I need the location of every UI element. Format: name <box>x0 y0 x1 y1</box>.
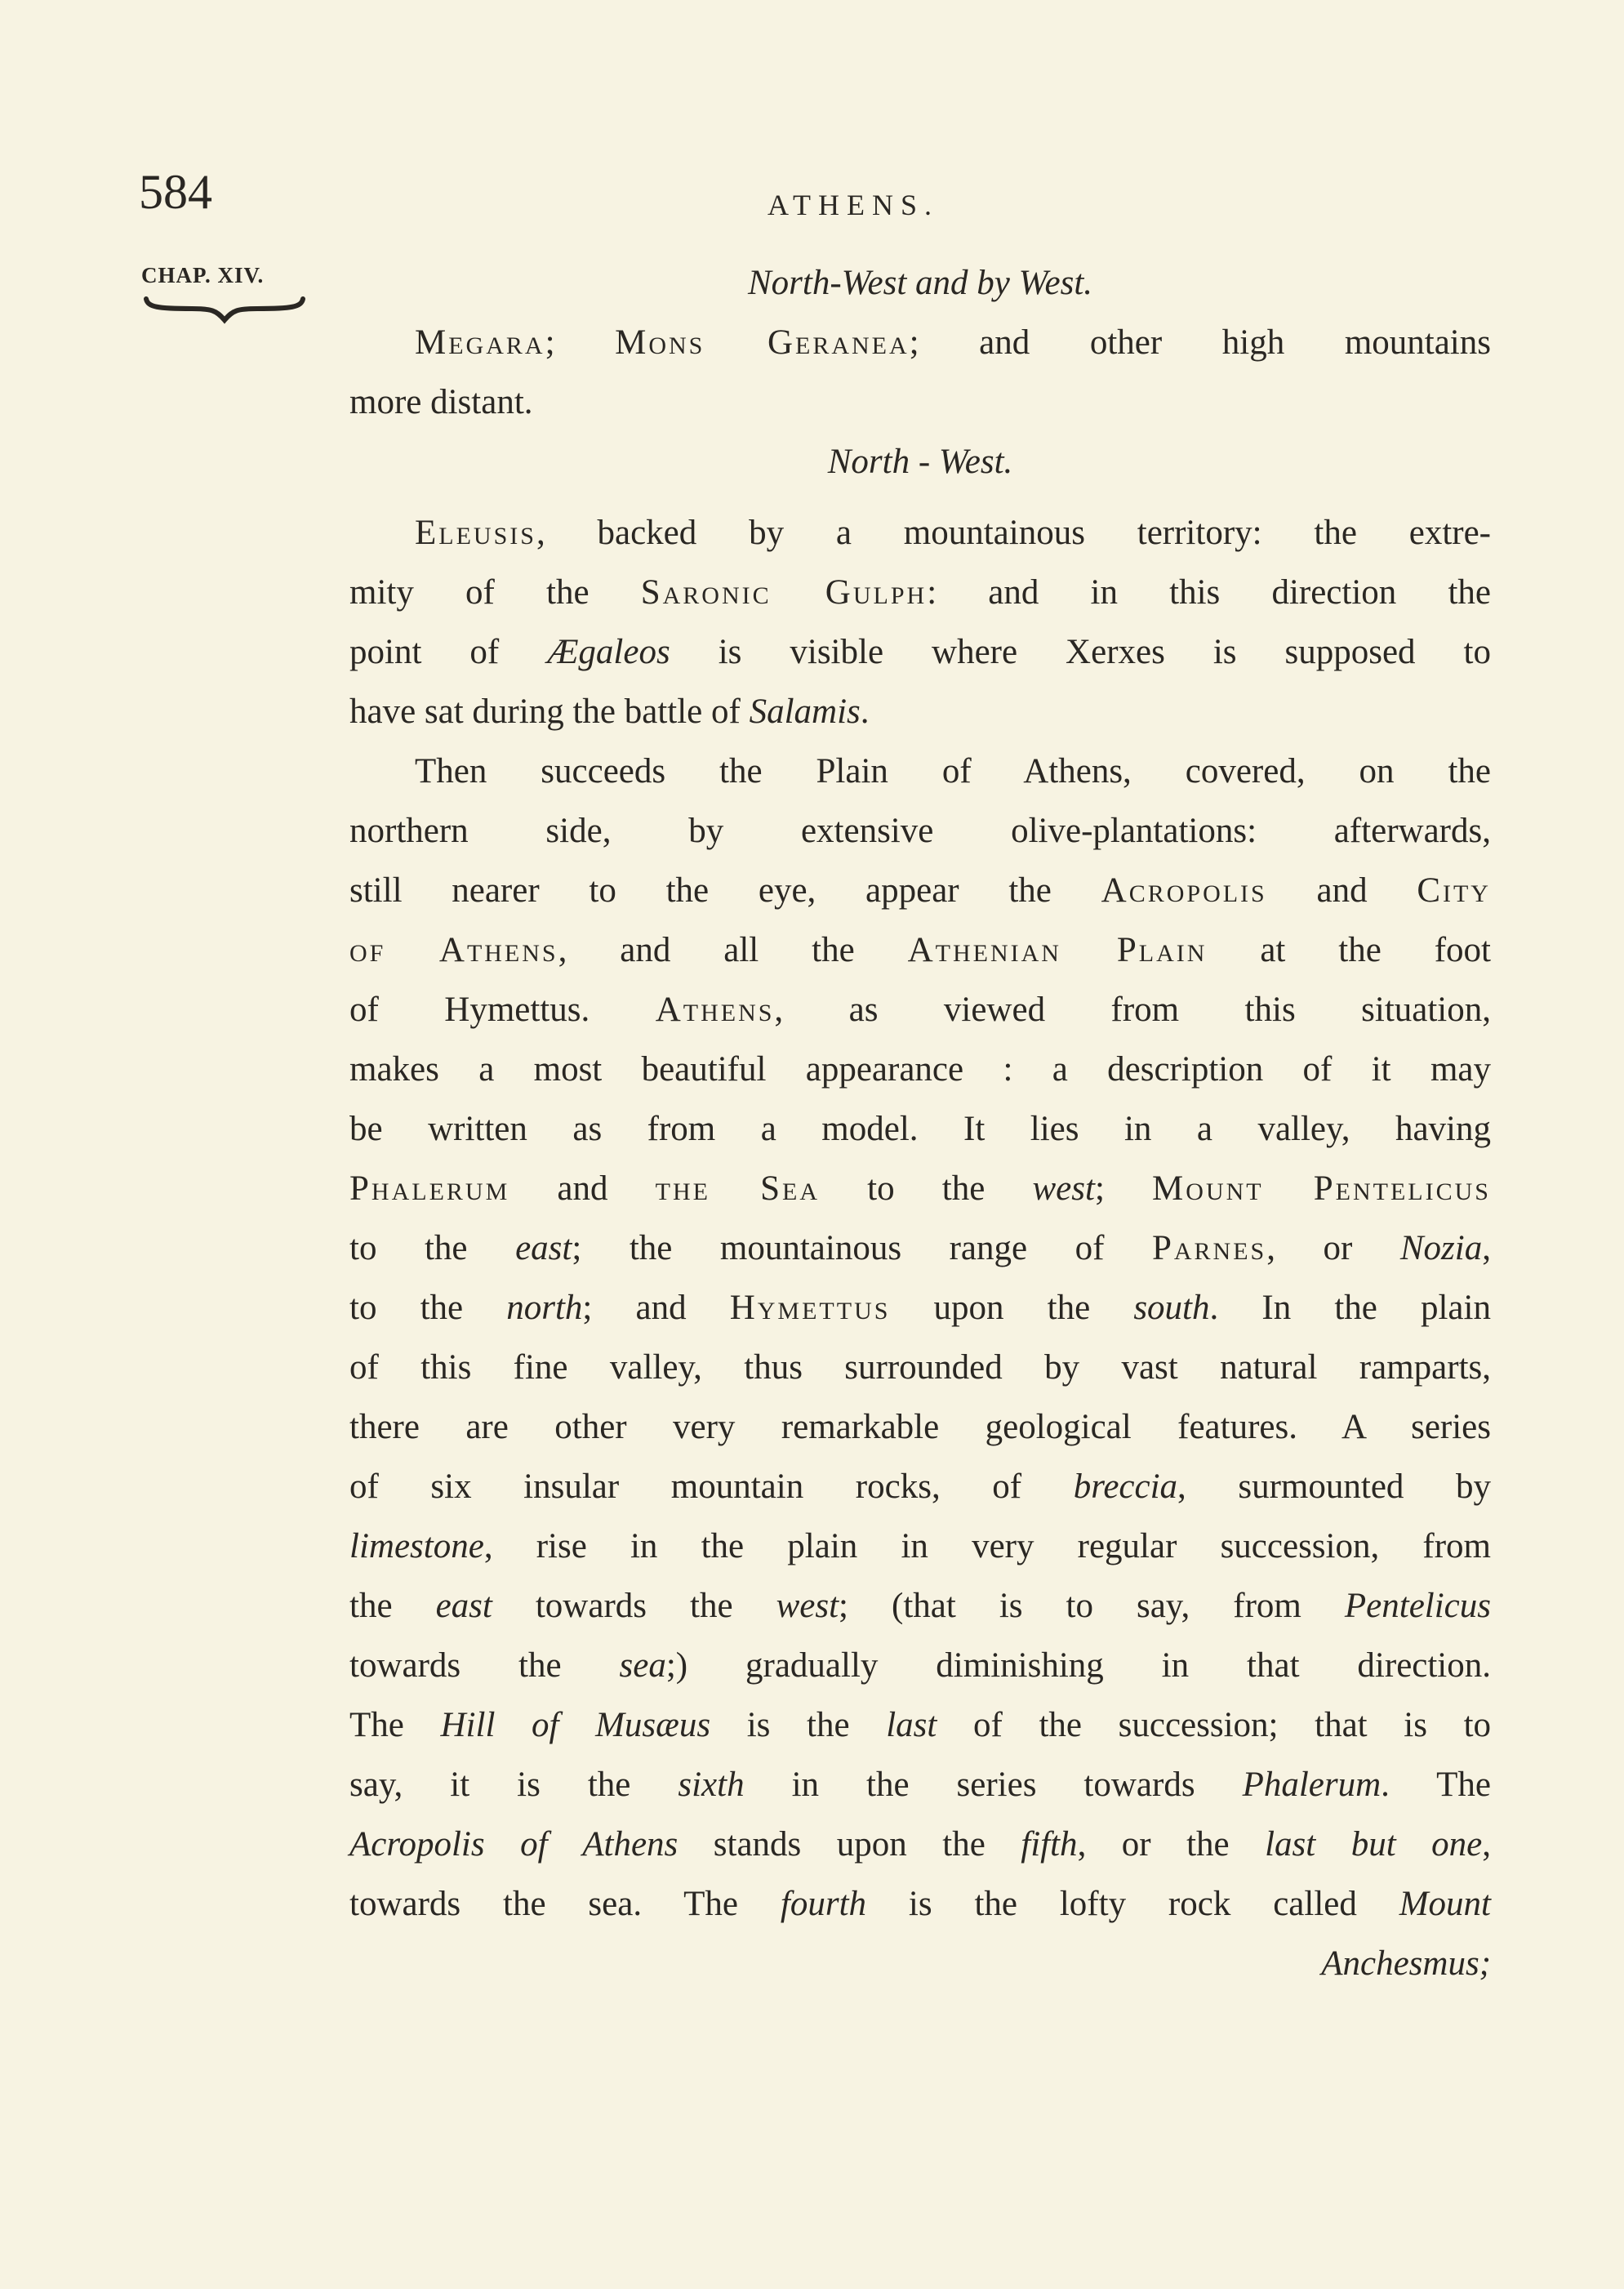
text-line: point of Ægaleos is visible where Xerxes is supposed to <box>349 633 1491 671</box>
text-line: to the east; the mountainous range of Parnes, or Nozia, <box>349 1229 1491 1267</box>
text-line: Acropolis of Athens stands upon the fifth, or the last but one, <box>349 1825 1491 1864</box>
text-line: the east towards the west; (that is to say, from Pentelicus <box>349 1587 1491 1625</box>
text-line: The Hill of Musæus is the last of the succession; that is to <box>349 1706 1492 1744</box>
text-line: mity of the Saronic Gulph: and in this direction the <box>349 573 1491 612</box>
text-line: limestone, rise in the plain in very regular succession, from <box>349 1527 1491 1565</box>
text-line: of this fine valley, thus surrounded by vast natural ramparts, <box>349 1348 1491 1387</box>
text-line: have sat during the battle of Salamis. <box>349 692 870 731</box>
section-heading: North - West. <box>827 443 1013 481</box>
chapter-label: CHAP. XIV. <box>141 263 265 287</box>
text-line: Megara; Mons Geranea; and other high mountains <box>415 323 1491 362</box>
text-line: Eleusis, backed by a mountainous territory: the extre- <box>415 514 1491 552</box>
catchword: Anchesmus; <box>1321 1944 1491 1983</box>
page-number: 584 <box>139 165 212 219</box>
section-heading: North-West and by West. <box>747 264 1093 302</box>
text-line: to the north; and Hymettus upon the south. In the plain <box>349 1289 1491 1327</box>
text-line: be written as from a model. It lies in a valley, having <box>349 1110 1491 1148</box>
text-line: more distant. <box>349 383 533 421</box>
text-line: Then succeeds the Plain of Athens, covered, on the <box>415 752 1491 790</box>
text-line: towards the sea. The fourth is the lofty rock called Mount <box>349 1885 1492 1923</box>
body-text <box>349 253 1491 1993</box>
text-line: say, it is the sixth in the series towards Phalerum. The <box>349 1766 1491 1804</box>
text-line: still nearer to the eye, appear the Acropolis and City <box>349 871 1491 910</box>
text-line: of Hymettus. Athens, as viewed from this situation, <box>349 991 1491 1029</box>
text-line: northern side, by extensive olive-plantations: afterwards, <box>349 812 1491 850</box>
text-line: of Athens, and all the Athenian Plain at the foot <box>349 931 1491 969</box>
text-line: towards the sea;) gradually diminishing in that direction. <box>349 1646 1492 1685</box>
running-title: ATHENS. <box>768 189 940 221</box>
text-line: of six insular mountain rocks, of breccia, surmounted by <box>349 1467 1491 1506</box>
text-line: makes a most beautiful appearance : a description of it may <box>349 1050 1491 1089</box>
text-line: Phalerum and the Sea to the west; Mount Pentelicus <box>349 1169 1491 1208</box>
brace-ornament-icon <box>143 296 306 325</box>
text-line: there are other very remarkable geological features. A series <box>349 1408 1491 1446</box>
